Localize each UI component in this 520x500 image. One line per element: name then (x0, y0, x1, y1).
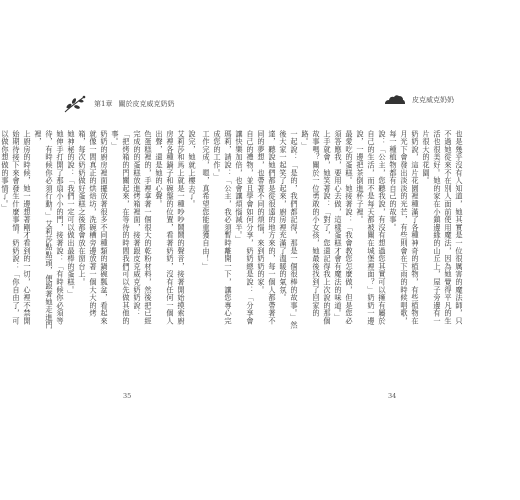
paragraph: 奶奶說，這片花園裡種滿了各種神奇的植物，有些植物在月光下會發出淡淡的光芒，有些則會在下雨的時候唱歌，每一種植物都有自己的故事。 (389, 130, 420, 325)
paragraph: 最愛吃的蛋糕。她接著說：「我會教您怎麼做，但是您必須答應我，要用心去做，這樣蛋糕才會有魔法的味道。」 (334, 130, 354, 325)
right-running-header (384, 94, 454, 105)
paragraph: 達，聽說她們都是從很遠的地方來的，每一個人都帶著不同的夢想，也帶著不同的煩惱，來到奶奶的家。 (257, 130, 277, 325)
left-body-text (0, 130, 198, 330)
paragraph: 一起說：「是的，我們都記得，那是一個很棒的故事。」然後大家一起笑了起來，廚房裡充滿了溫暖的氣氛。 (279, 130, 299, 330)
paragraph: 奶奶的廚房裡面擺放著很多不同種類的鍋碗瓢盆，看起來就像一間真正的烘焙坊，洗碗槽旁邊放著一個大大的烤箱，每次奶奶做好蛋糕之後都會放在窗台上。 (78, 130, 109, 325)
page-number: 34 (388, 392, 397, 400)
page-number: 35 (123, 392, 132, 400)
paragraph: 瑪莉，請說：「公主，我必須暫時離開一下，讓您專心完成您的工作。」 (213, 130, 233, 325)
paragraph: 也是幾乎沒有人知道，她其實是一位很厲害的魔法師，只不過她從來不在別人面前使用魔法，因為她覺得平凡的生活也很美好。她的家在小鎮邊緣的山丘上，屋子旁邊有一片很大的花園。 (422, 130, 464, 325)
paragraph: 工作完成，嗯，真希望您能重獲自由！」 (202, 130, 211, 271)
paragraph: 說：「公主，您聽我說，有沒有想過您其實可以擁有屬於自己的生活，而不是每天都被關在城堡裡面？」奶奶一邊說，一邊把茶倒進杯子裡。 (356, 130, 387, 325)
book-title: 皮克威克奶奶 (412, 95, 454, 104)
leaf-branch-icon (62, 93, 88, 115)
paragraph: 艾莉莎和馬上就是一種吵吵鬧鬧的聲音，接著開始摸索廚房裡各種鍋子和碗盤的位置，看著奶奶，沒有任何一個人出聲，還是她的心聲。 (155, 130, 186, 325)
paragraph: 上廚房的時候，她一邊想著剛才看到的一切，心裡不禁開始期待接下來會發生什麼事情。奶奶說：「你自由了，可以做你想做的事情了。」 (1, 130, 32, 325)
paragraph: 上手就會，她笑著說：「對了，您還記得我上次說的那個故事嗎？關於一位勇敢的小女孩，她最後找到了回家的路。」 (301, 130, 332, 325)
right-page (202, 0, 520, 500)
chapter-title: 關於皮克威克奶奶 (118, 100, 175, 108)
right-body-text (201, 130, 465, 330)
cloud-icon (384, 94, 406, 105)
chapter-label: 第1章 (94, 100, 113, 108)
paragraph: 自己的禮物，並且學會如何分享，奶奶總是說：「分享會讓快樂加倍，也會讓煩惱減半。」 (235, 130, 255, 325)
paragraph: 色蛋糕裡的，手裡拿著一個很大的乾粉材料，然後把已經完成的的蛋糕放進烤箱裡面，接著跟皮克威克奶奶說：「把烤箱的門關起來，在等待的時間我們可以先做其他的事。」 (111, 130, 153, 325)
left-running-header (62, 93, 174, 115)
paragraph: 說完，她就上樓去了。 (188, 130, 197, 208)
paragraph: 她伸手打開了那扇小小的門，接著說：「有時候你必須等待，有時候你必須行動。」艾莉莎點點頭，便跟著她走進門裡， (34, 130, 65, 330)
paragraph: 她神秘的說：「我們一定可以做出最棒的蛋糕。」 (67, 130, 76, 298)
